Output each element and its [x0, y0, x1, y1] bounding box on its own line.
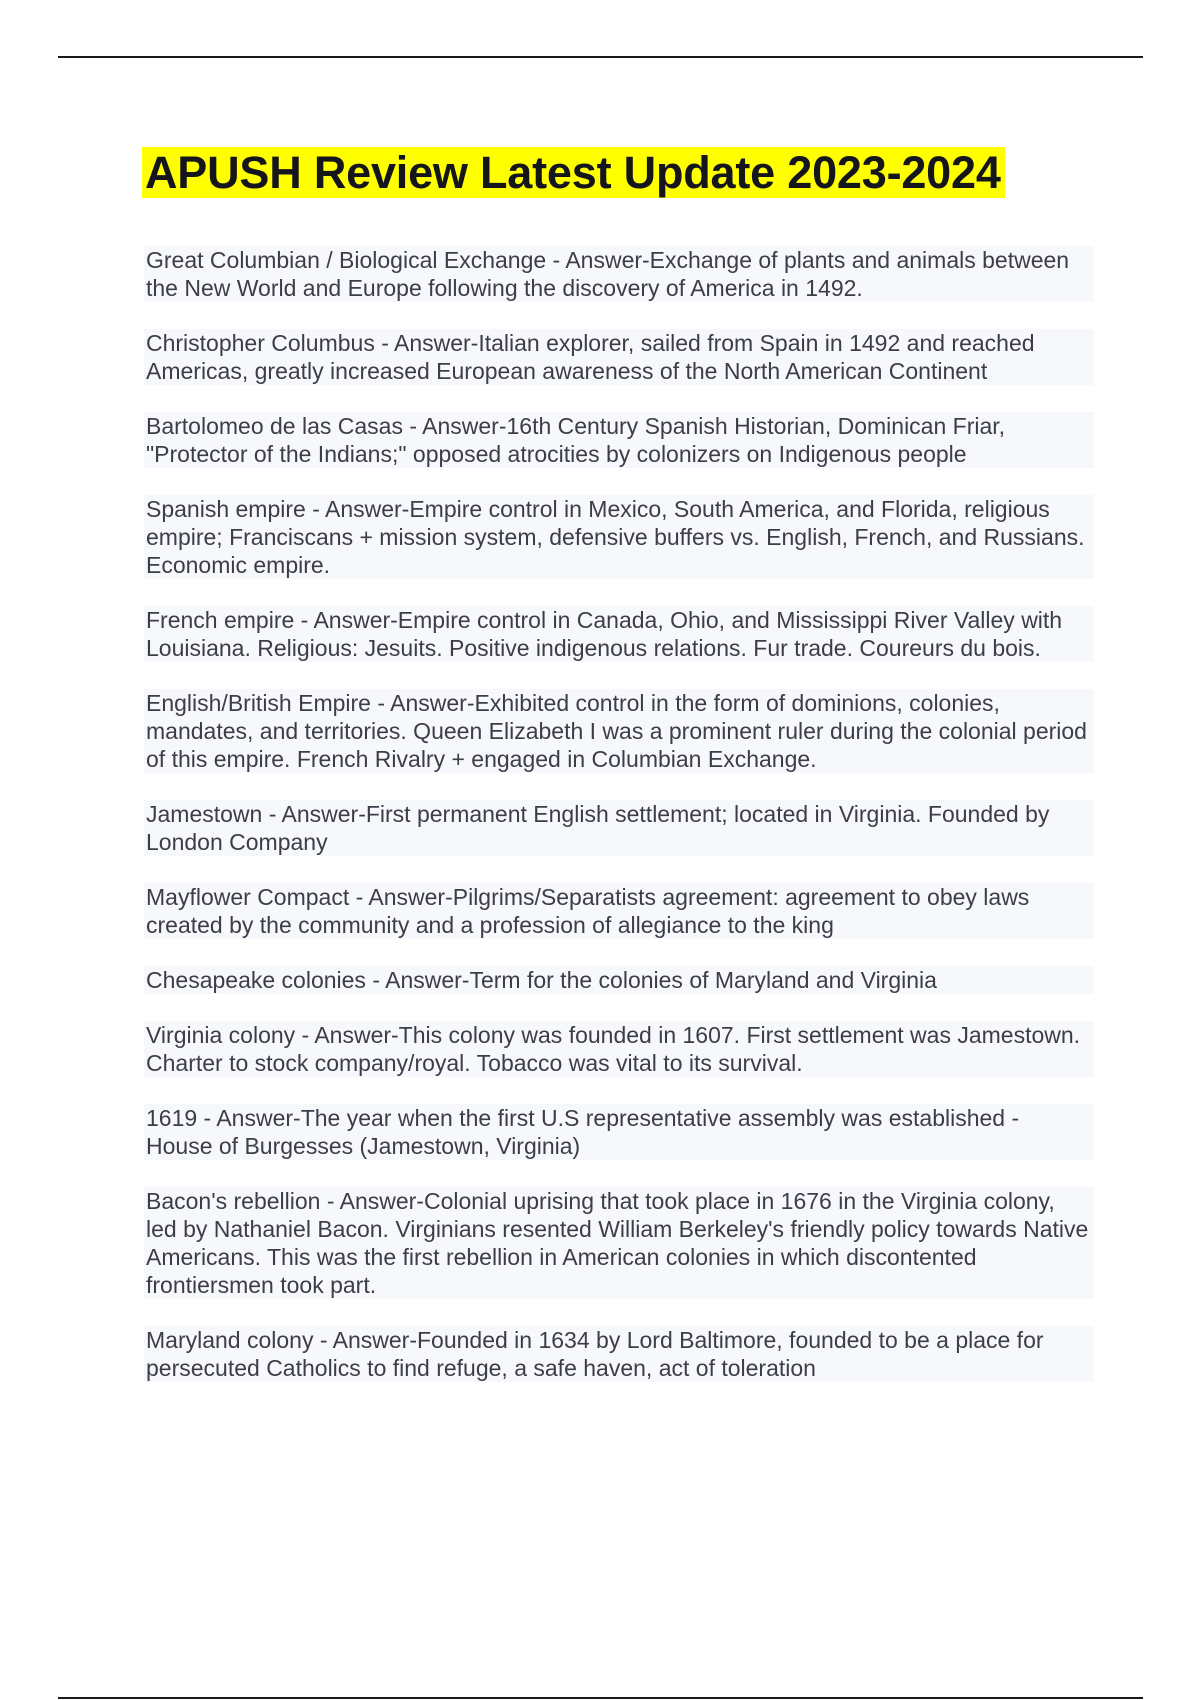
entry-bacons-rebellion: Bacon's rebellion - Answer-Colonial uprising that took place in 1676 in the Virginia colony, led by Nathaniel Bacon. Virginians resented William Berkeley's friendly policy towards Native Americans. This was the first rebellion in American colonies in which discontented frontiersmen took part. [144, 1187, 1094, 1299]
entry-french-empire: French empire - Answer-Empire control in Canada, Ohio, and Mississippi River Valley with Louisiana. Religious: Jesuits. Positive indigenous relations. Fur trade. Coureurs du bois. [144, 606, 1094, 662]
entry-jamestown: Jamestown - Answer-First permanent English settlement; located in Virginia. Founded by London Company [144, 800, 1094, 856]
entry-mayflower-compact: Mayflower Compact - Answer-Pilgrims/Separatists agreement: agreement to obey laws created by the community and a profession of allegiance to the king [144, 883, 1094, 939]
footer-rule [58, 1697, 1143, 1699]
entry-1619: 1619 - Answer-The year when the first U.S representative assembly was established - House of Burgesses (Jamestown, Virginia) [144, 1104, 1094, 1160]
entry-chesapeake-colonies: Chesapeake colonies - Answer-Term for the colonies of Maryland and Virginia [144, 966, 1094, 994]
entry-maryland-colony: Maryland colony - Answer-Founded in 1634 by Lord Baltimore, founded to be a place for persecuted Catholics to find refuge, a safe haven, act of toleration [144, 1326, 1094, 1382]
page-title [142, 143, 1005, 203]
entry-british-empire: English/British Empire - Answer-Exhibited control in the form of dominions, colonies, mandates, and territories. Queen Elizabeth I was a prominent ruler during the colonial period of this empire. French Rivalry + engaged in Columbian Exchange. [144, 689, 1094, 773]
review-entries [144, 246, 1094, 1382]
entry-spanish-empire: Spanish empire - Answer-Empire control in Mexico, South America, and Florida, religious empire; Franciscans + mission system, defensive buffers vs. English, French, and Russians. Economic empire. [144, 495, 1094, 579]
title-highlight: APUSH Review Latest Update 2023-2024 [142, 147, 1005, 198]
entry-great-columbian-exchange: Great Columbian / Biological Exchange - Answer-Exchange of plants and animals between the New World and Europe following the discovery of America in 1492. [144, 246, 1094, 302]
entry-christopher-columbus: Christopher Columbus - Answer-Italian explorer, sailed from Spain in 1492 and reached Americas, greatly increased European awareness of the North American Continent [144, 329, 1094, 385]
entry-bartolomeo-de-las-casas: Bartolomeo de las Casas - Answer-16th Century Spanish Historian, Dominican Friar, "Protector of the Indians;" opposed atrocities by colonizers on Indigenous people [144, 412, 1094, 468]
entry-virginia-colony: Virginia colony - Answer-This colony was founded in 1607. First settlement was Jamestown. Charter to stock company/royal. Tobacco was vital to its survival. [144, 1021, 1094, 1077]
header-rule [58, 56, 1143, 58]
